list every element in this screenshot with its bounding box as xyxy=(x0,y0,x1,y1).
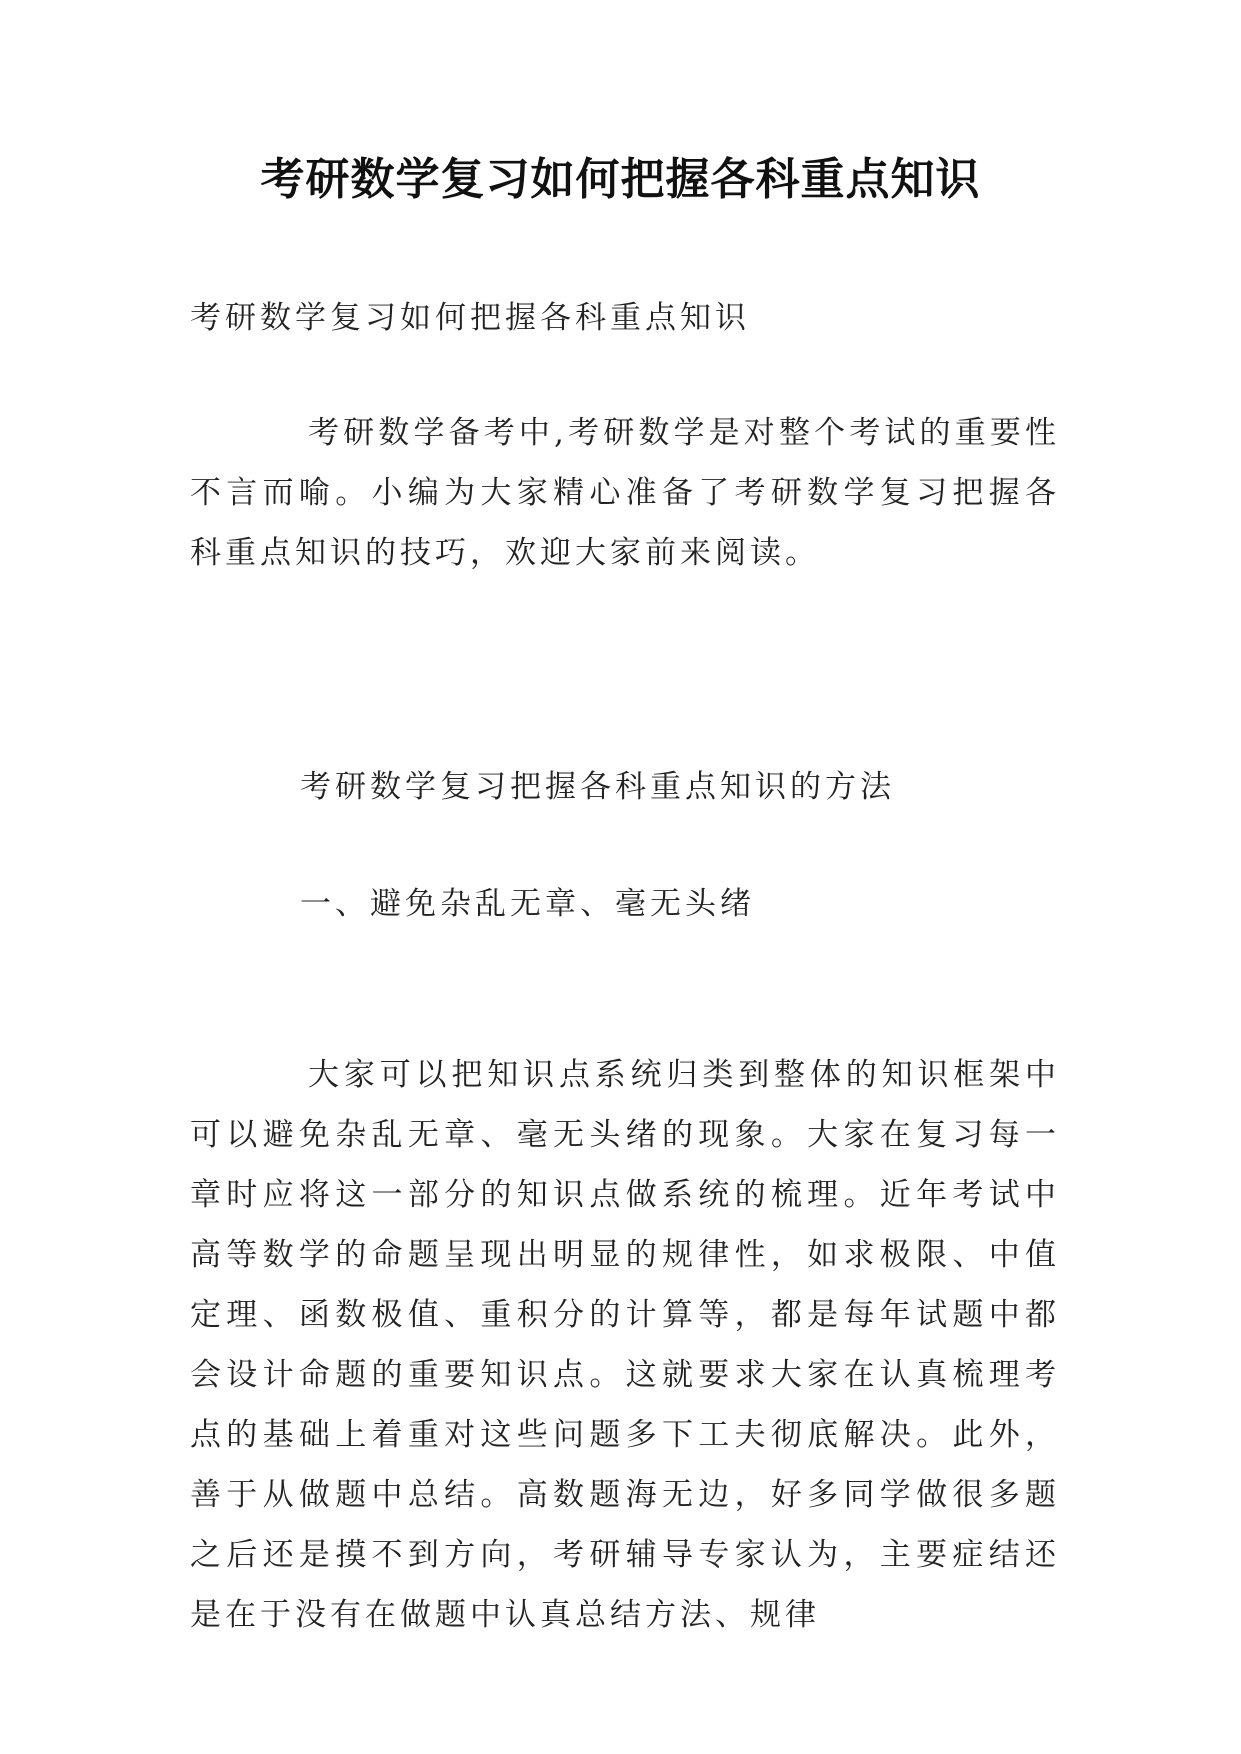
section-heading: 一、避免杂乱无章、毫无头绪 xyxy=(300,886,755,922)
body-paragraph: 大家可以把知识点系统归类到整体的知识框架中可以避免杂乱无章、毫无头绪的现象。大家在复习每一章时应将这一部分的知识点做系统的梳理。近年考试中高等数学的命题呈现出明显的规律性，如求极限、中值定理、函数极值、重积分的计算等，都是每年试题中都会设计命题的重要知识点。这就要求大家在认真梳理考点的基础上着重对这些问题多下工夫彻底解决。此外，善于从做题中总结。高数题海无边，好多同学做很多题之后还是摸不到方向，考研辅导专家认为，主要症结还是在于没有在做题中认真总结方法、规律 xyxy=(190,1057,1060,1633)
intro-paragraph: 考研数学备考中,考研数学是对整个考试的重要性不言而喻。小编为大家精心准备了考研数学复习把握各科重点知识的技巧，欢迎大家前来阅读。 xyxy=(190,415,1060,571)
document-title: 考研数学复习如何把握各科重点知识 xyxy=(260,154,981,205)
document-subtitle: 考研数学复习如何把握各科重点知识 xyxy=(190,300,750,336)
method-heading: 考研数学复习把握各科重点知识的方法 xyxy=(300,769,895,805)
